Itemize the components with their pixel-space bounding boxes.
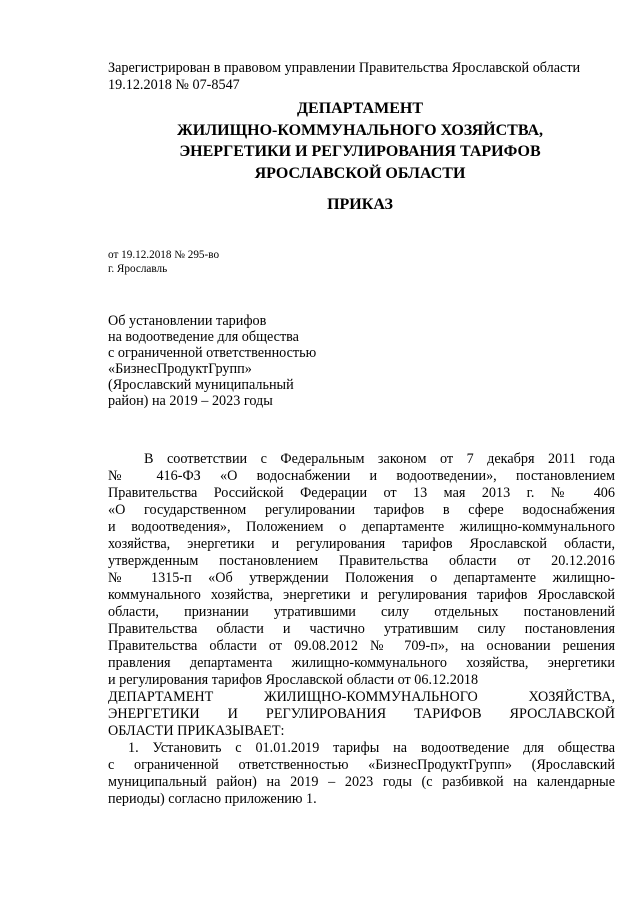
preamble-line: «О государственном регулировании тарифов в сфере водоснабжения bbox=[108, 502, 615, 518]
registration-note bbox=[108, 60, 618, 94]
registration-line: Зарегистрирован в правовом управлении Правительства Ярославской области bbox=[108, 60, 581, 76]
preamble-line: области, признании утратившими силу отдельных постановлений bbox=[108, 604, 615, 620]
item-1-line: с ограниченной ответственностью «БизнесПродуктГрупп» (Ярославский bbox=[108, 757, 615, 773]
subject-line: на водоотведение для общества bbox=[108, 329, 299, 345]
item-1-paragraph bbox=[108, 740, 615, 808]
preamble-line: хозяйства, энергетики и регулирования тарифов Ярославской области, bbox=[108, 536, 615, 552]
preamble-line: № 1315-п «Об утверждении Положения о департаменте жилищно- bbox=[108, 570, 615, 586]
preamble-line: Правительства Российской Федерации от 13 мая 2013 г. № 406 bbox=[108, 485, 615, 501]
preamble-line: утвержденным постановлением Правительства области от 20.12.2016 bbox=[108, 553, 615, 569]
order-date-block bbox=[108, 248, 219, 276]
header-line: ЯРОСЛАВСКОЙ ОБЛАСТИ bbox=[254, 164, 466, 182]
subject-line: с ограниченной ответственностью bbox=[108, 345, 317, 361]
preamble-line: № 416-ФЗ «О водоснабжении и водоотведении», постановлением bbox=[108, 468, 615, 484]
subject-line: «БизнесПродуктГрупп» bbox=[108, 361, 252, 377]
subject-line: район) на 2019 – 2023 годы bbox=[108, 393, 273, 409]
orders-phrase bbox=[108, 689, 615, 740]
item-1-line: периоды) согласно приложению 1. bbox=[108, 791, 317, 807]
order-subject bbox=[108, 313, 368, 409]
order-date-number: от 19.12.2018 № 295-во bbox=[108, 249, 220, 261]
orders-phrase-line: ЭНЕРГЕТИКИ И РЕГУЛИРОВАНИЯ ТАРИФОВ ЯРОСЛАВСКОЙ bbox=[108, 706, 615, 722]
preamble-paragraph bbox=[108, 451, 615, 689]
document-title: ПРИКАЗ bbox=[327, 196, 393, 213]
preamble-line: коммунального хозяйства, энергетики и регулирования тарифов Ярославской bbox=[108, 587, 615, 603]
orders-phrase-line: ОБЛАСТИ ПРИКАЗЫВАЕТ: bbox=[108, 723, 285, 739]
header-line: ЖИЛИЩНО-КОММУНАЛЬНОГО ХОЗЯЙСТВА, bbox=[176, 121, 544, 139]
orders-phrase-line: ДЕПАРТАМЕНТ ЖИЛИЩНО-КОММУНАЛЬНОГО ХОЗЯЙСТВА, bbox=[108, 689, 615, 705]
header-line: ЭНЕРГЕТИКИ И РЕГУЛИРОВАНИЯ ТАРИФОВ bbox=[179, 143, 541, 160]
document-body bbox=[108, 451, 615, 808]
preamble-line: и водоотведения», Положением о департаменте жилищно-коммунального bbox=[108, 519, 615, 535]
department-header bbox=[100, 98, 620, 184]
subject-line: (Ярославский муниципальный bbox=[108, 377, 294, 393]
preamble-line: Правительства области и частично утратившим силу постановления bbox=[108, 621, 615, 637]
order-city: г. Ярославль bbox=[108, 263, 168, 275]
item-1-line: муниципальный район) на 2019 – 2023 годы (с разбивкой на календарные bbox=[108, 774, 615, 790]
preamble-line: Правительства области от 09.08.2012 № 709-п», на основании решения bbox=[108, 638, 615, 654]
registration-line: 19.12.2018 № 07-8547 bbox=[108, 77, 240, 93]
preamble-line: правления департамента жилищно-коммунального хозяйства, энергетики bbox=[108, 655, 615, 671]
preamble-line: В соответствии с Федеральным законом от 7 декабря 2011 года bbox=[144, 451, 615, 467]
header-line: ДЕПАРТАМЕНТ bbox=[297, 100, 423, 117]
preamble-line: и регулирования тарифов Ярославской области от 06.12.2018 bbox=[108, 672, 479, 688]
subject-line: Об установлении тарифов bbox=[108, 313, 267, 329]
item-1-line: 1. Установить с 01.01.2019 тарифы на водоотведение для общества bbox=[128, 740, 615, 756]
